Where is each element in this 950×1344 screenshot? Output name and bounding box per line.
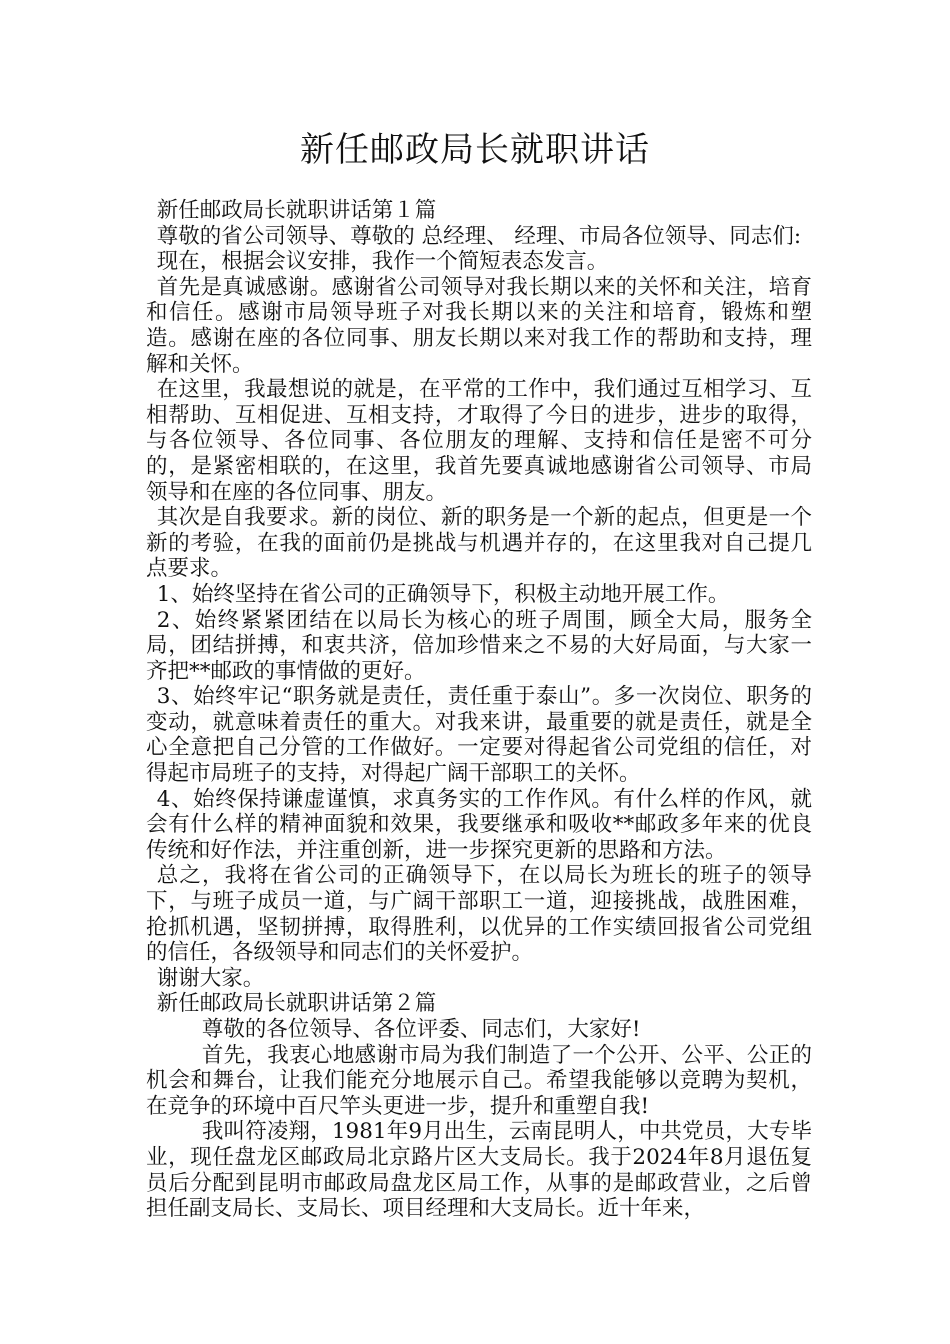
paragraph: 总之，我将在省公司的正确领导下，在以局长为班长的班子的领导下，与班子成员一道，与广阔干部职工一道，迎接挑战，战胜困难，抢抓机遇，坚韧拼搏，取得胜利，以优异的工作实绩回报省公司党组的信任，各级领导和同志们的关怀爱护。 <box>146 863 812 966</box>
section-heading: 新任邮政局长就职讲话第１篇 <box>156 198 437 223</box>
paragraph: 4、始终保持谦虚谨慎，求真务实的工作作风。有什么样的作风，就会有什么样的精神面貌和效果，我要继承和吸收**邮政多年来的优良传统和好作法，并注重创新，进一步探究更新的思路和方法。 <box>146 786 812 863</box>
paragraph: 3、始终牢记“职务就是责任，责任重于泰山”。多一次岗位、职务的变动，就意味着责任的重大。对我来讲，最重要的就是责任，就是全心全意把自己分管的工作做好。一定要对得起省公司党组的信任，对得起市局班子的支持，对得起广阔干部职工的关怀。 <box>146 684 812 787</box>
paragraph: 尊敬的各位领导、各位评委、同志们，大家好! <box>201 1017 641 1042</box>
paragraph: 1、始终坚持在省公司的正确领导下，积极主动地开展工作。 <box>156 581 730 607</box>
document-title: 新任邮政局长就职讲话 <box>300 130 650 170</box>
document-body <box>146 198 812 1222</box>
paragraph: 谢谢大家。 <box>156 965 265 991</box>
paragraph: 2、始终紧紧团结在以局长为核心的班子周围，顾全大局，服务全局，团结拼搏，和衷共济，倍加珍惜来之不易的大好局面，与大家一齐把**邮政的事情做的更好。 <box>146 607 812 684</box>
paragraph: 现在，根据会议安排，我作一个简短表态发言。 <box>156 249 609 275</box>
section-heading: 新任邮政局长就职讲话第２篇 <box>156 991 437 1017</box>
paragraph: 其次是自我要求。新的岗位、新的职务是一个新的起点，但更是一个新的考验，在我的面前仍是挑战与机遇并存的，在这里我对自己提几点要求。 <box>146 505 812 582</box>
paragraph: 首先，我衷心地感谢市局为我们制造了一个公开、公平、公正的机会和舞台，让我们能充分地展示自己。希望我能够以竞聘为契机，在竞争的环境中百尺竿头更进一步，提升和重塑自我! <box>146 1042 812 1119</box>
paragraph: 在这里，我最想说的就是，在平常的工作中，我们通过互相学习、互相帮助、互相促进、互相支持，才取得了今日的进步，进步的取得，与各位领导、各位同事、各位朋友的理解、支持和信任是密不可分的，是紧密相联的，在这里，我首先要真诚地感谢省公司领导、市局领导和在座的各位同事、朋友。 <box>146 377 812 505</box>
paragraph: 尊敬的省公司领导、尊敬的 总经理、 经理、市局各位领导、同志们: <box>156 223 802 249</box>
paragraph: 首先是真诚感谢。感谢省公司领导对我长期以来的关怀和关注，培育和信任。感谢市局领导班子对我长期以来的关注和培育，锻炼和塑造。感谢在座的各位同事、朋友长期以来对我工作的帮助和支持，理解和关怀。 <box>146 274 812 377</box>
paragraph: 我叫符凌翔，1981年9月出生，云南昆明人，中共党员，大专毕业，现任盘龙区邮政局北京路片区大支局长。我于2024年8月退伍复员后分配到昆明市邮政局盘龙区局工作，从事的是邮政营业，之后曾担任副支局长、支局长、项目经理和大支局长。近十年来， <box>146 1119 812 1222</box>
